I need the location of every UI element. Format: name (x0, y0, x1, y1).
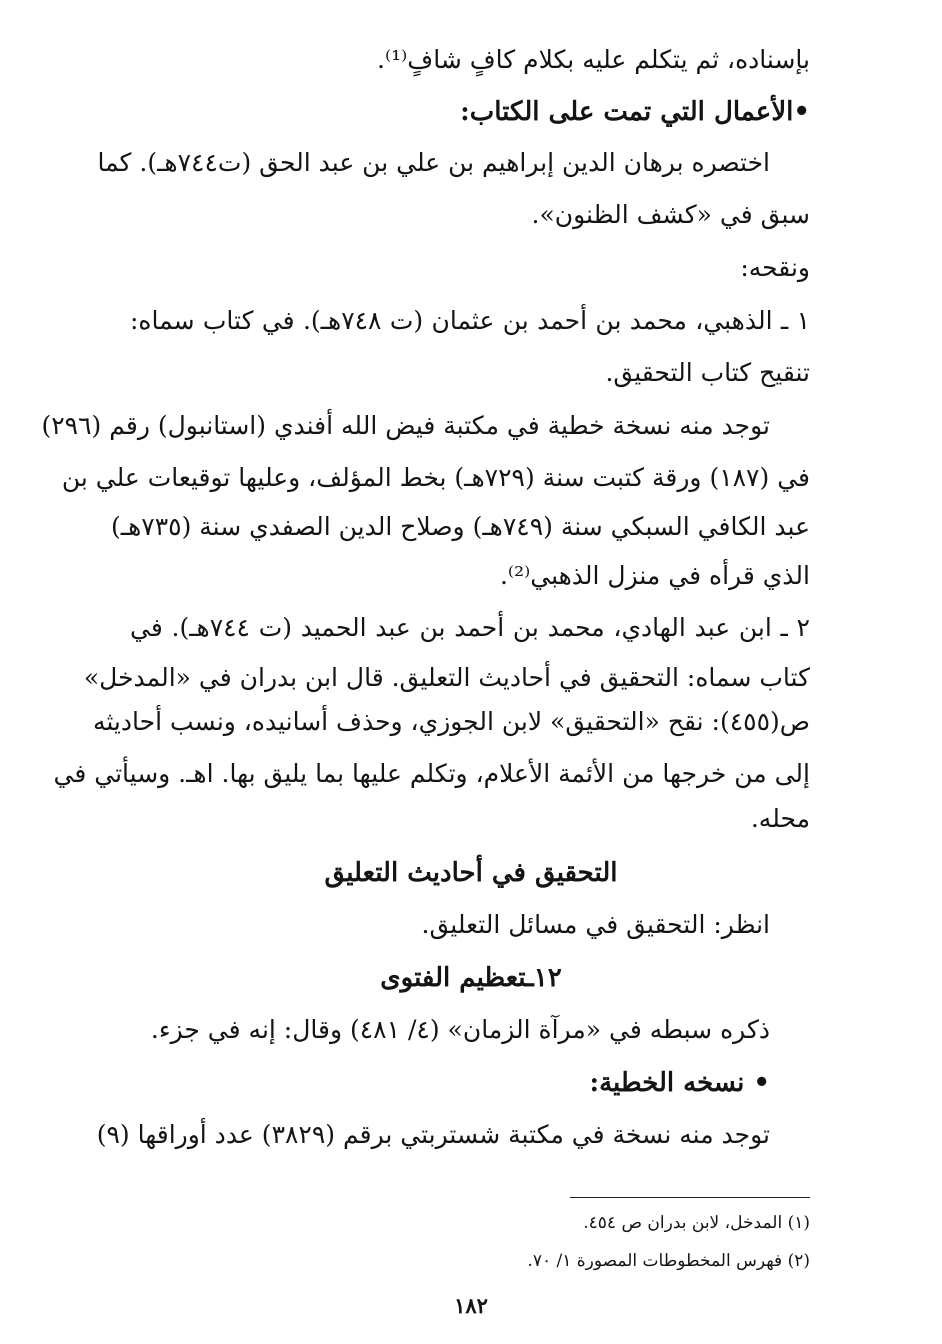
text-line-3: سبق في «كشف الظنون». (531, 200, 810, 229)
text-line-7: توجد منه نسخة خطية في مكتبة فيض الله أفندي (استانبول) رقم (٢٩٦) (41, 411, 770, 440)
text-line-1: بإسناده، ثم يتكلم عليه بكلام كافٍ شافٍ⁽¹⁾. (377, 45, 810, 74)
section-heading-manuscripts: • نسخه الخطية: (589, 1068, 770, 1098)
text-line-8: في (١٨٧) ورقة كتبت سنة (٧٢٩هـ) بخط المؤلف، وعليها توقيعات علي بن (61, 463, 810, 492)
text-line-6: تنقيح كتاب التحقيق. (605, 358, 810, 387)
footnote-2: (٢) فهرس المخطوطات المصورة ١/ ٧٠. (527, 1251, 810, 1271)
text-line-5: ١ ـ الذهبي، محمد بن أحمد بن عثمان (ت ٧٤٨هـ). في كتاب سماه: (130, 306, 810, 335)
text-line-12: كتاب سماه: التحقيق في أحاديث التعليق. قال ابن بدران في «المدخل» (83, 663, 810, 692)
text-line-16: انظر: التحقيق في مسائل التعليق. (421, 910, 770, 939)
page-number: ١٨٢ (454, 1293, 488, 1318)
text-line-13: ص(٤٥٥): نقح «التحقيق» لابن الجوزي، وحذف أسانيده، ونسب أحاديثه (92, 707, 810, 736)
text-line-14: إلى من خرجها من الأئمة الأعلام، وتكلم عليها بما يليق بها. اهـ. وسيأتي في (53, 759, 810, 788)
section-heading-tahqiq: التحقيق في أحاديث التعليق (324, 858, 618, 888)
text-line-15: محله. (750, 804, 810, 833)
footnote-1: (١) المدخل، لابن بدران ص ٤٥٤. (583, 1213, 810, 1233)
text-line-9: عبد الكافي السبكي سنة (٧٤٩هـ) وصلاح الدين الصفدي سنة (٧٣٥هـ) (111, 512, 810, 541)
text-line-10: الذي قرأه في منزل الذهبي⁽²⁾. (499, 561, 810, 590)
text-line-17: ذكره سبطه في «مرآة الزمان» (٤/ ٤٨١) وقال: إنه في جزء. (150, 1015, 770, 1044)
text-line-2: اختصره برهان الدين إبراهيم بن علي بن عبد الحق (ت٧٤٤هـ). كما (97, 148, 770, 177)
section-heading-tazim: ١٢ـتعظيم الفتوى (380, 963, 562, 993)
section-heading-works: •الأعمال التي تمت على الكتاب: (460, 97, 810, 127)
text-line-11: ٢ ـ ابن عبد الهادي، محمد بن أحمد بن عبد الحميد (ت ٧٤٤هـ). في (130, 613, 810, 642)
text-line-18: توجد منه نسخة في مكتبة شستربتي برقم (٣٨٢٩) عدد أوراقها (٩) (96, 1120, 770, 1149)
text-line-4: ونقحه: (740, 253, 810, 282)
footnote-separator (570, 1197, 810, 1198)
